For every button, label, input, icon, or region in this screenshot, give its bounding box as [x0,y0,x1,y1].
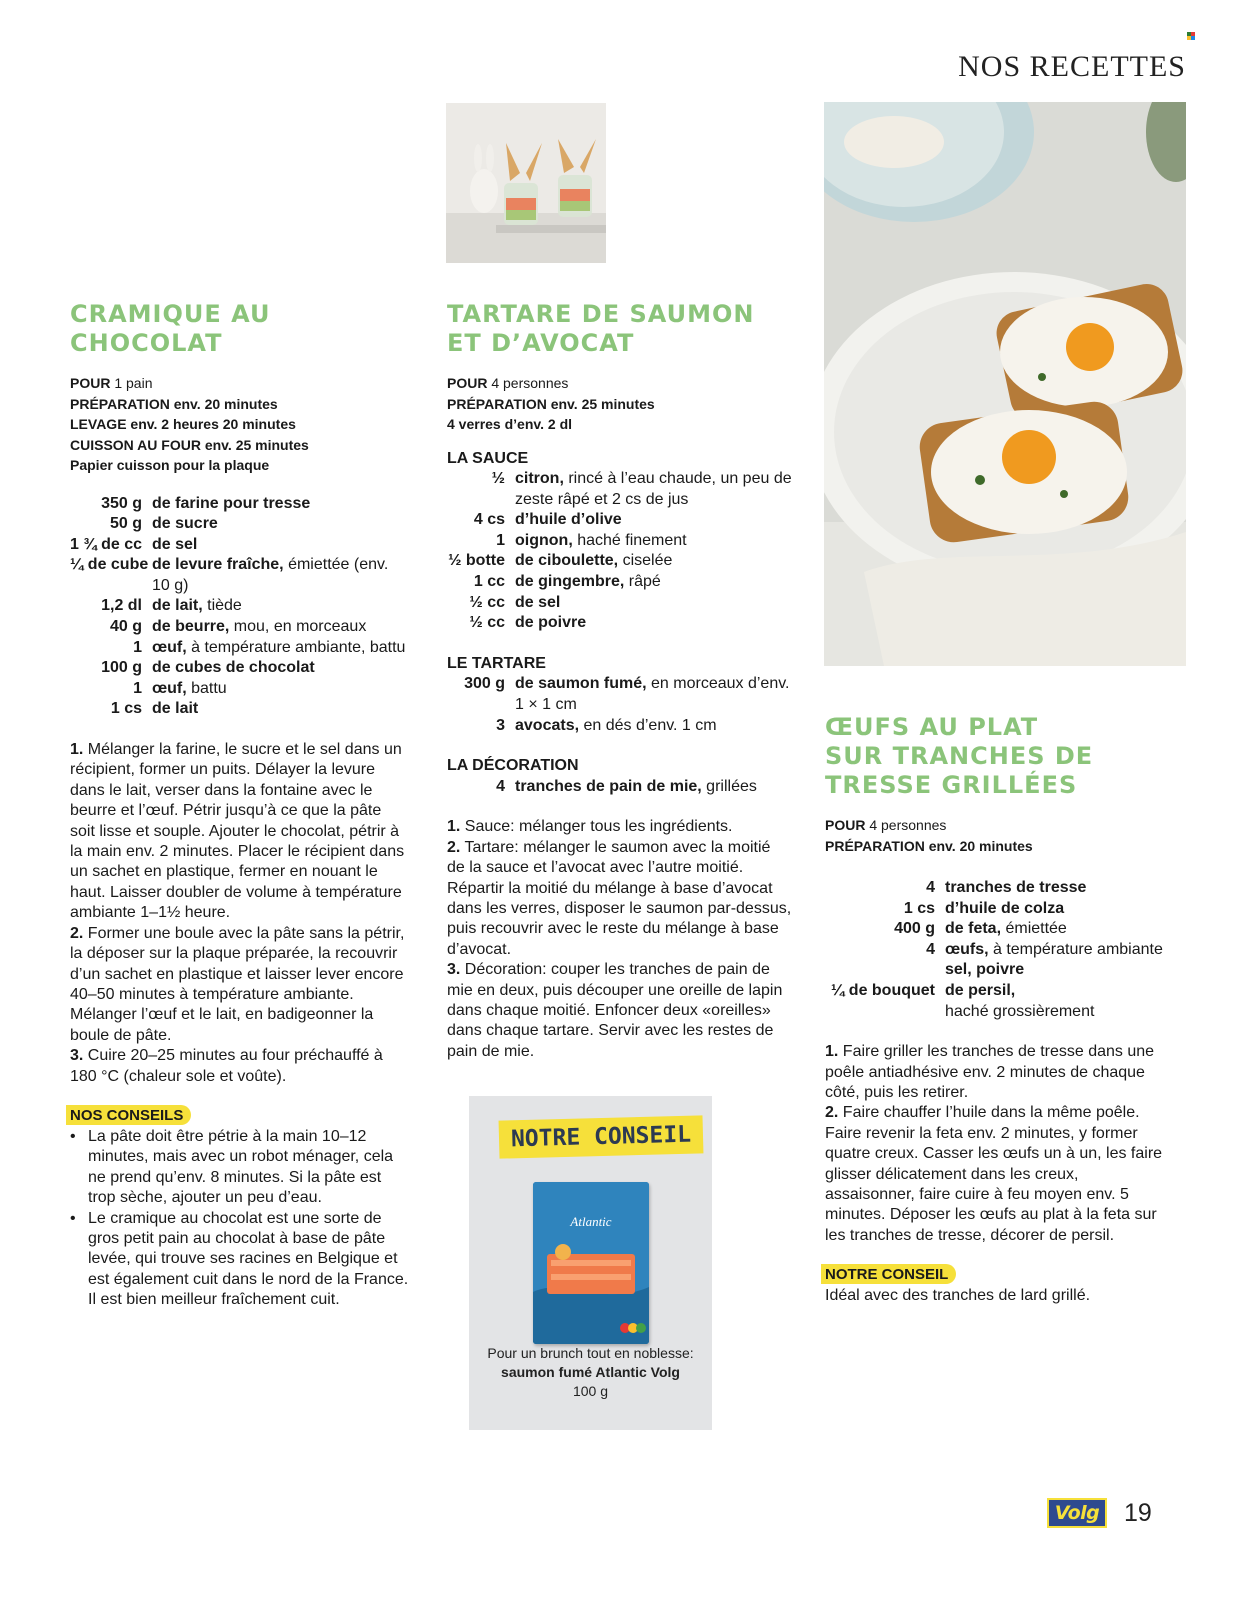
step: 1. Faire griller les tranches de tresse dans une poêle antiadhésive env. 2 minutes de chaque côté, puis les retirer. [825,1043,1155,1101]
ingredient-row: 3 avocats, en dés d’env. 1 cm [496,716,717,734]
tips-list [70,1127,410,1311]
tip-item: • Le cramique au chocolat est une sorte de gros petit pain au chocolat à base de pâte levée, qui trouve ses racines en Belgique et est également cuit dans le nord de la France. Il est bien meilleur fraîchement cuit. [70,1209,409,1309]
ingredient-row: 4 œufs, à température ambiante [926,940,1163,958]
recipe-steps [447,817,792,1062]
recipe-title: ŒUFS AU PLAT SUR TRANCHES DE TRESSE GRILLÉES [825,713,1094,799]
ingredient-row: 1 cs d’huile de colza [903,899,1065,917]
ingredient-row: 350 g de farine pour tresse [101,494,311,512]
ingredient-row: ¼ de bouquet de persil, haché grossièrement [831,981,1095,1020]
ingredient-row: 1 cs de lait [110,700,199,718]
ingredient-list [447,469,792,634]
promo-text: Pour un brunch tout en noblesse: saumon fumé Atlantic Volg 100 g [487,1345,694,1399]
recipe-steps [70,740,410,1087]
section-title-sauce: LA SAUCE [447,449,529,467]
recipe-oeufs [825,713,1170,1307]
corner-mark-icon [1187,32,1195,40]
recipe-meta: POUR 4 personnes PRÉPARATION env. 25 minutes 4 verres d’env. 2 dl [447,375,655,432]
step: 2. Faire chauffer l’huile dans la même poêle. Faire revenir la feta env. 2 minutes, y former quatre creux. Casser les œufs un à un, les faire glisser délicatement dans les creux, assaisonner, faire cuire à feu moyen env. 5 minutes. Déposer les œufs au plat à la feta sur les tranches de tresse, décorer de persil. [825,1104,1163,1244]
ingredient-row: ½ cc de poivre [469,614,587,632]
recipe-cramique [70,300,410,1311]
tip-item: • La pâte doit être pétrie à la main 10–12 minutes, mais avec un robot ménager, cela ne prend qu’env. 8 minutes. Si la pâte est trop sèche, ajouter un peu d’eau. [70,1127,394,1207]
ingredient-row: 4 cs d’huile d’olive [473,511,622,529]
page-header-title: NOS RECETTES [958,50,1186,83]
salmon-package-image [533,1182,649,1344]
ingredient-row: 40 g de beurre, mou, en morceaux [109,618,367,636]
oeufs-photo [824,102,1186,666]
tip-label: NOTRE CONSEIL [821,1264,956,1284]
recipe-title: TARTARE DE SAUMON ET D’AVOCAT [447,300,755,357]
step: 1. Mélanger la farine, le sucre et le sel dans un récipient, former un puits. Délayer la levure dans le lait, verser dans la fontaine avec le beurre et l’œuf. Pétrir jusqu’à ce que la pâte soit lisse et souple. Ajouter le chocolat, pétrir à la main env. 2 minutes. Placer le récipient dans un sachet en plastique, fermer en nouant le haut. Laisser doubler de volume à température ambiante 1–1½ heure. [70,741,405,922]
ingredient-row: 400 g de feta, émiettée [894,920,1067,938]
ingredient-row: ½ botte de ciboulette, ciselée [448,552,673,570]
step: 3. Cuire 20–25 minutes au four préchauffé à 180 °C (chaleur sole et voûte). [70,1047,383,1085]
ingredient-row: 4 tranches de tresse [926,879,1087,896]
recipe-tartare [447,300,792,1062]
ingredient-row: ½ citron, rincé à l’eau chaude, un peu de zeste râpé et 2 cs de jus [491,470,792,508]
section-title-decoration: LA DÉCORATION [447,757,579,775]
ingredient-row: 1 œuf, battu [133,679,227,697]
recipe-meta: POUR 4 personnes PRÉPARATION env. 20 minutes [825,817,1033,854]
ingredient-row: sel, poivre [945,961,1025,979]
tartare-photo [446,103,606,263]
ingredient-list [825,878,1170,1022]
ingredient-list [70,494,410,721]
ingredient-row: 50 g de sucre [109,515,218,533]
ingredient-row: ¼ de cube de levure fraîche, émiettée (env. 10 g) [70,556,389,594]
recipe-meta: POUR 1 pain PRÉPARATION env. 20 minutes LEVAGE env. 2 heures 20 minutes CUISSON AU FOUR env. 25 minutes Papier cuisson pour la plaque [70,375,309,473]
tips-label: NOS CONSEILS [66,1105,191,1125]
section-title-tartare: LE TARTARE [447,654,546,672]
package-label: Atlantic [570,1214,612,1229]
ingredient-row: 1 ¾ de cc de sel [70,535,198,553]
volg-logo: Volg [1047,1498,1107,1528]
ingredient-list [447,674,792,736]
recipe-steps [825,1042,1170,1246]
ingredient-row: 1,2 dl de lait, tiède [101,597,242,615]
tip-text: Idéal avec des tranches de lard grillé. [825,1287,1091,1305]
ingredient-row: 1 cc de gingembre, râpé [473,573,661,591]
step: 1. Sauce: mélanger tous les ingrédients. [447,818,733,836]
ingredient-row: 300 g de saumon fumé, en morceaux d’env. 1 × 1 cm [464,675,790,714]
ingredient-row: 1 œuf, à température ambiante, battu [133,638,406,656]
ingredient-row: 1 oignon, haché finement [496,531,687,549]
step: 2. Tartare: mélanger le saumon avec la moitié de la sauce et l’avocat avec l’autre moitié. Répartir la moitié du mélange à base d’avocat dans les verres, disposer le saumon par-dessus, puis recouvrir avec le reste du mélange à base d’avocat. [447,838,792,958]
promo-box [469,1096,712,1430]
ingredient-row: 4 tranches de pain de mie, grillées [496,777,757,795]
page-number: 19 [1124,1499,1152,1527]
recipe-title: CRAMIQUE AU CHOCOLAT [70,300,271,357]
step: 3. Décoration: couper les tranches de pain de mie en deux, puis découper une oreille de lapin dans chaque moitié. Enfoncer deux «oreilles» dans chaque tartare. Servir avec les restes de pain de mie. [447,961,783,1060]
ingredient-row: 100 g de cubes de chocolat [101,659,315,677]
step: 2. Former une boule avec la pâte sans la pétrir, la déposer sur la plaque préparée, la recouvrir d’un sachet en plastique et laisser lever encore 40–50 minutes à température ambiante. Mélanger l’œuf et le lait, en badigeonner la boule de pâte. [70,924,405,1044]
ingredient-row: ½ cc de sel [469,593,561,611]
promo-title: NOTRE CONSEIL [499,1115,704,1158]
ingredient-list [447,777,792,798]
